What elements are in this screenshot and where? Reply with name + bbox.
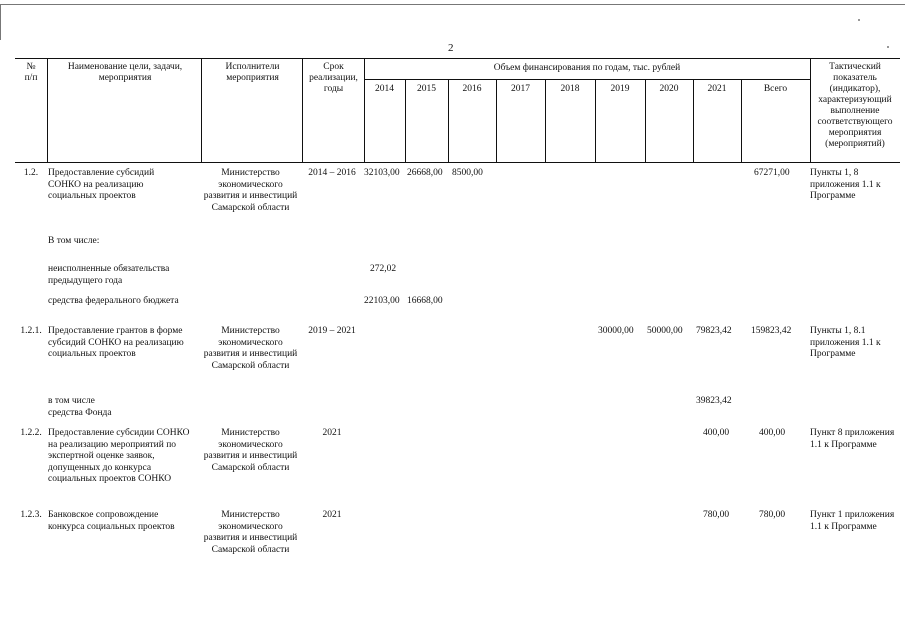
row-value-2021: 780,00 xyxy=(703,510,730,520)
subrow-label: неисполненные обязательства предыдущего года xyxy=(48,264,170,286)
scan-speck xyxy=(887,46,889,48)
header-year: 2021 xyxy=(707,84,727,94)
row-number: 1.2. xyxy=(23,168,39,178)
header-num: № п/п xyxy=(24,62,38,83)
header-years-border xyxy=(364,79,810,80)
row-value-2020: 50000,00 xyxy=(647,326,683,336)
row-term: 2014 – 2016 xyxy=(308,168,356,178)
subrow-value-2014: 22103,00 xyxy=(364,296,400,306)
table-header xyxy=(15,58,900,163)
header-total: Всего xyxy=(763,84,788,94)
row-name: Банковское сопровождение конкурса социальных проектов xyxy=(48,510,175,532)
row-value-2014: 32103,00 xyxy=(364,168,400,178)
row-executor: Министерство экономического развития и инвестиций Самарской области xyxy=(203,510,298,555)
row-executor: Министерство экономического развития и инвестиций Самарской области xyxy=(203,428,298,473)
subrow-label: В том числе: xyxy=(48,236,100,246)
row-number: 1.2.3. xyxy=(20,510,42,520)
col-border xyxy=(810,58,811,163)
header-term: Срок реализации, годы xyxy=(309,62,358,94)
col-border xyxy=(201,58,202,163)
row-name: Предоставление грантов в форме субсидий СОНКО на реализацию социальных проектов xyxy=(48,326,184,359)
row-indicator: Пункт 8 приложения 1.1 к Программе xyxy=(810,428,895,450)
subrow-label: средства федерального бюджета xyxy=(48,296,179,306)
row-value-2021: 400,00 xyxy=(703,428,730,438)
header-year: 2017 xyxy=(511,84,530,94)
header-bottom-border xyxy=(15,162,900,163)
row-total: 780,00 xyxy=(759,510,786,520)
row-term: 2021 xyxy=(322,510,342,520)
row-value-2015: 26668,00 xyxy=(407,168,443,178)
header-name: Наименование цели, задачи, мероприятия xyxy=(67,62,183,83)
row-total: 159823,42 xyxy=(751,326,792,336)
row-number: 1.2.1. xyxy=(20,326,42,336)
scan-edge-left xyxy=(0,4,1,40)
header-funding: Объем финансирования по годам, тыс. рублей xyxy=(493,63,681,73)
row-indicator: Пункты 1, 8.1 приложения 1.1 к Программе xyxy=(810,326,881,359)
header-year: 2019 xyxy=(610,84,630,94)
header-year: 2020 xyxy=(659,84,679,94)
subrow-value-2021: 39823,42 xyxy=(696,396,732,406)
row-value-2021: 79823,42 xyxy=(696,326,732,336)
header-year: 2018 xyxy=(560,84,580,94)
row-name: Предоставление субсидий СОНКО на реализацию социальных проектов xyxy=(48,168,155,201)
scan-speck xyxy=(858,19,860,21)
page-number: 2 xyxy=(448,42,454,54)
row-indicator: Пункты 1, 8 приложения 1.1 к Программе xyxy=(810,168,881,201)
col-border xyxy=(364,58,365,163)
row-term: 2019 – 2021 xyxy=(308,326,356,336)
header-indicator: Тактический показатель (индикатор), характеризующий выполнение соответствующего мероприятия (мероприятий) xyxy=(817,62,893,149)
subrow-value-2014: 272,02 xyxy=(370,264,397,274)
col-border xyxy=(302,58,303,163)
row-value-2019: 30000,00 xyxy=(598,326,634,336)
row-executor: Министерство экономического развития и инвестиций Самарской области xyxy=(203,168,298,213)
header-executors: Исполнители мероприятия xyxy=(225,62,280,83)
row-total: 400,00 xyxy=(759,428,786,438)
scan-edge-top xyxy=(0,4,905,5)
row-value-2016: 8500,00 xyxy=(452,168,483,178)
subrow-value-2015: 16668,00 xyxy=(407,296,443,306)
header-year: 2016 xyxy=(462,84,482,94)
header-top-border xyxy=(15,58,900,59)
row-name: Предоставление субсидии СОНКО на реализацию мероприятий по экспертной оценке заявок, допущенных до конкурса социальных проектов СОНКО xyxy=(48,428,190,484)
row-indicator: Пункт 1 приложения 1.1 к Программе xyxy=(810,510,895,532)
col-border xyxy=(47,58,48,163)
subrow-label: в том числе средства Фонда xyxy=(48,396,112,418)
header-year: 2014 xyxy=(375,84,394,94)
row-number: 1.2.2. xyxy=(20,428,42,438)
row-term: 2021 xyxy=(322,428,342,438)
row-total: 67271,00 xyxy=(754,168,790,178)
header-year: 2015 xyxy=(417,84,436,94)
row-executor: Министерство экономического развития и инвестиций Самарской области xyxy=(203,326,298,371)
